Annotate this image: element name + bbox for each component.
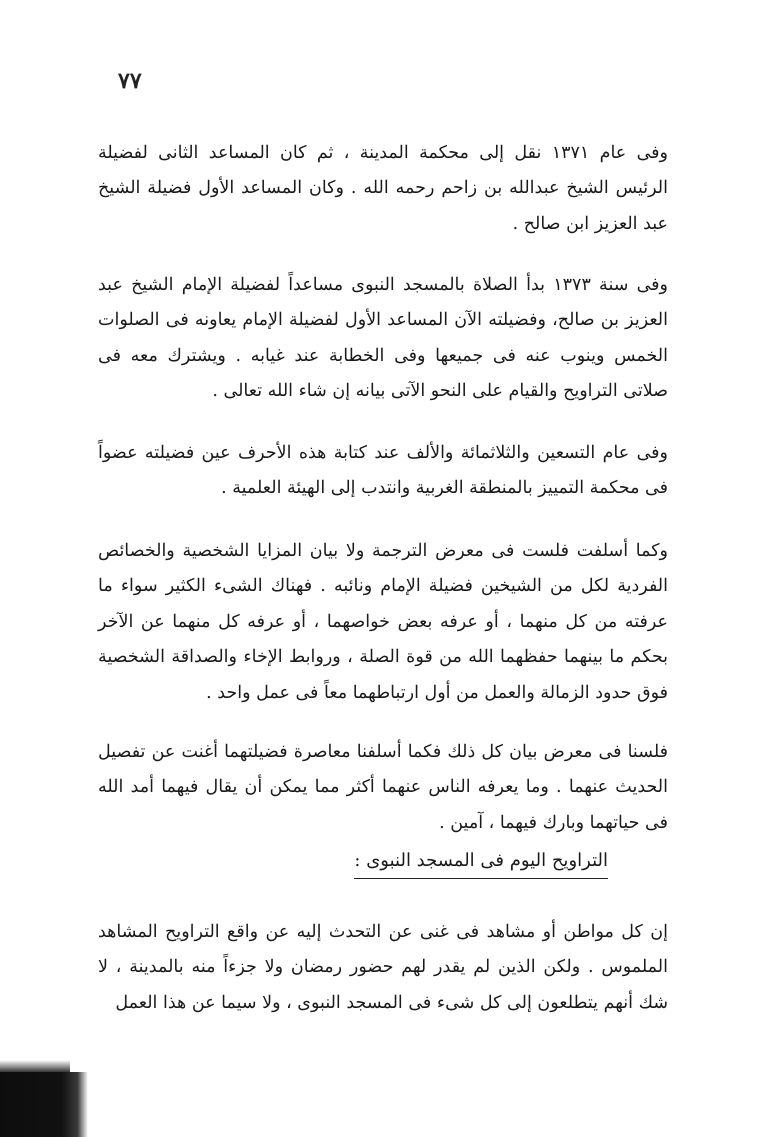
scan-artifact — [0, 1072, 88, 1137]
paragraph-3: وفى عام التسعين والثلاثمائة والألف عند كتابة هذه الأحرف عين فضيلته عضواً فى محكمة التمييز بالمنطقة الغربية وانتدب إلى الهيئة العلمية . — [98, 442, 668, 498]
page-number: ٧٧ — [118, 68, 142, 94]
paragraph-5: فلسنا فى معرض بيان كل ذلك فكما أسلفنا معاصرة فضيلتهما أغنت عن تفصيل الحديث عنهما . وما يعرفه الناس عنهما أكثر مما يمكن أن يقال فيهما أمد الله فى حياتهما وبارك فيهما ، آمين . — [98, 741, 668, 833]
paragraph-1: وفى عام ١٣٧١ نقل إلى محكمة المدينة ، ثم كان المساعد الثانى لفضيلة الرئيس الشيخ عبدالله بن زاحم رحمه الله . وكان المساعد الأول فضيلة الشيخ عبد العزيز ابن صالح . — [98, 142, 668, 234]
section-heading: التراويح اليوم فى المسجد النبوى : — [354, 846, 608, 879]
paragraph-2: وفى سنة ١٣٧٣ بدأ الصلاة بالمسجد النبوى مساعداً لفضيلة الإمام الشيخ عبد العزيز بن صالح، وفضيلته الآن المساعد الأول لفضيلة الإمام يعاونه فى الصلوات الخمس وينوب عنه فى جميعها وفى الخطابة عند غيابه . ويشترك معه فى صلاتى التراويح والقيام على النحو الآتى بيانه إن شاء الله تعالى . — [98, 274, 668, 401]
paragraph-6: إن كل مواطن أو مشاهد فى غنى عن التحدث إليه عن واقع التراويح المشاهد الملموس . ولكن الذين لم يقدر لهم حضور رمضان ولا جزءاً منه بالمدينة ، لا شك أنهم يتطلعون إلى كل شىء فى المسجد النبوى ، ولا سيما عن هذا العمل — [98, 921, 668, 1013]
paragraph-4: وكما أسلفت فلست فى معرض الترجمة ولا بيان المزايا الشخصية والخصائص الفردية لكل من الشيخين فضيلة الإمام ونائبه . فهناك الشىء الكثير سواء ما عرفته من كل منهما ، أو عرفه بعض خواصهما ، أو عرفه كل منهما عن الآخر بحكم ما بينهما حفظهما الله من قوة الصلة ، وروابط الإخاء والصداقة الشخصية فوق حدود الزمالة والعمل من أول ارتباطهما معاً فى عمل واحد . — [98, 540, 668, 703]
